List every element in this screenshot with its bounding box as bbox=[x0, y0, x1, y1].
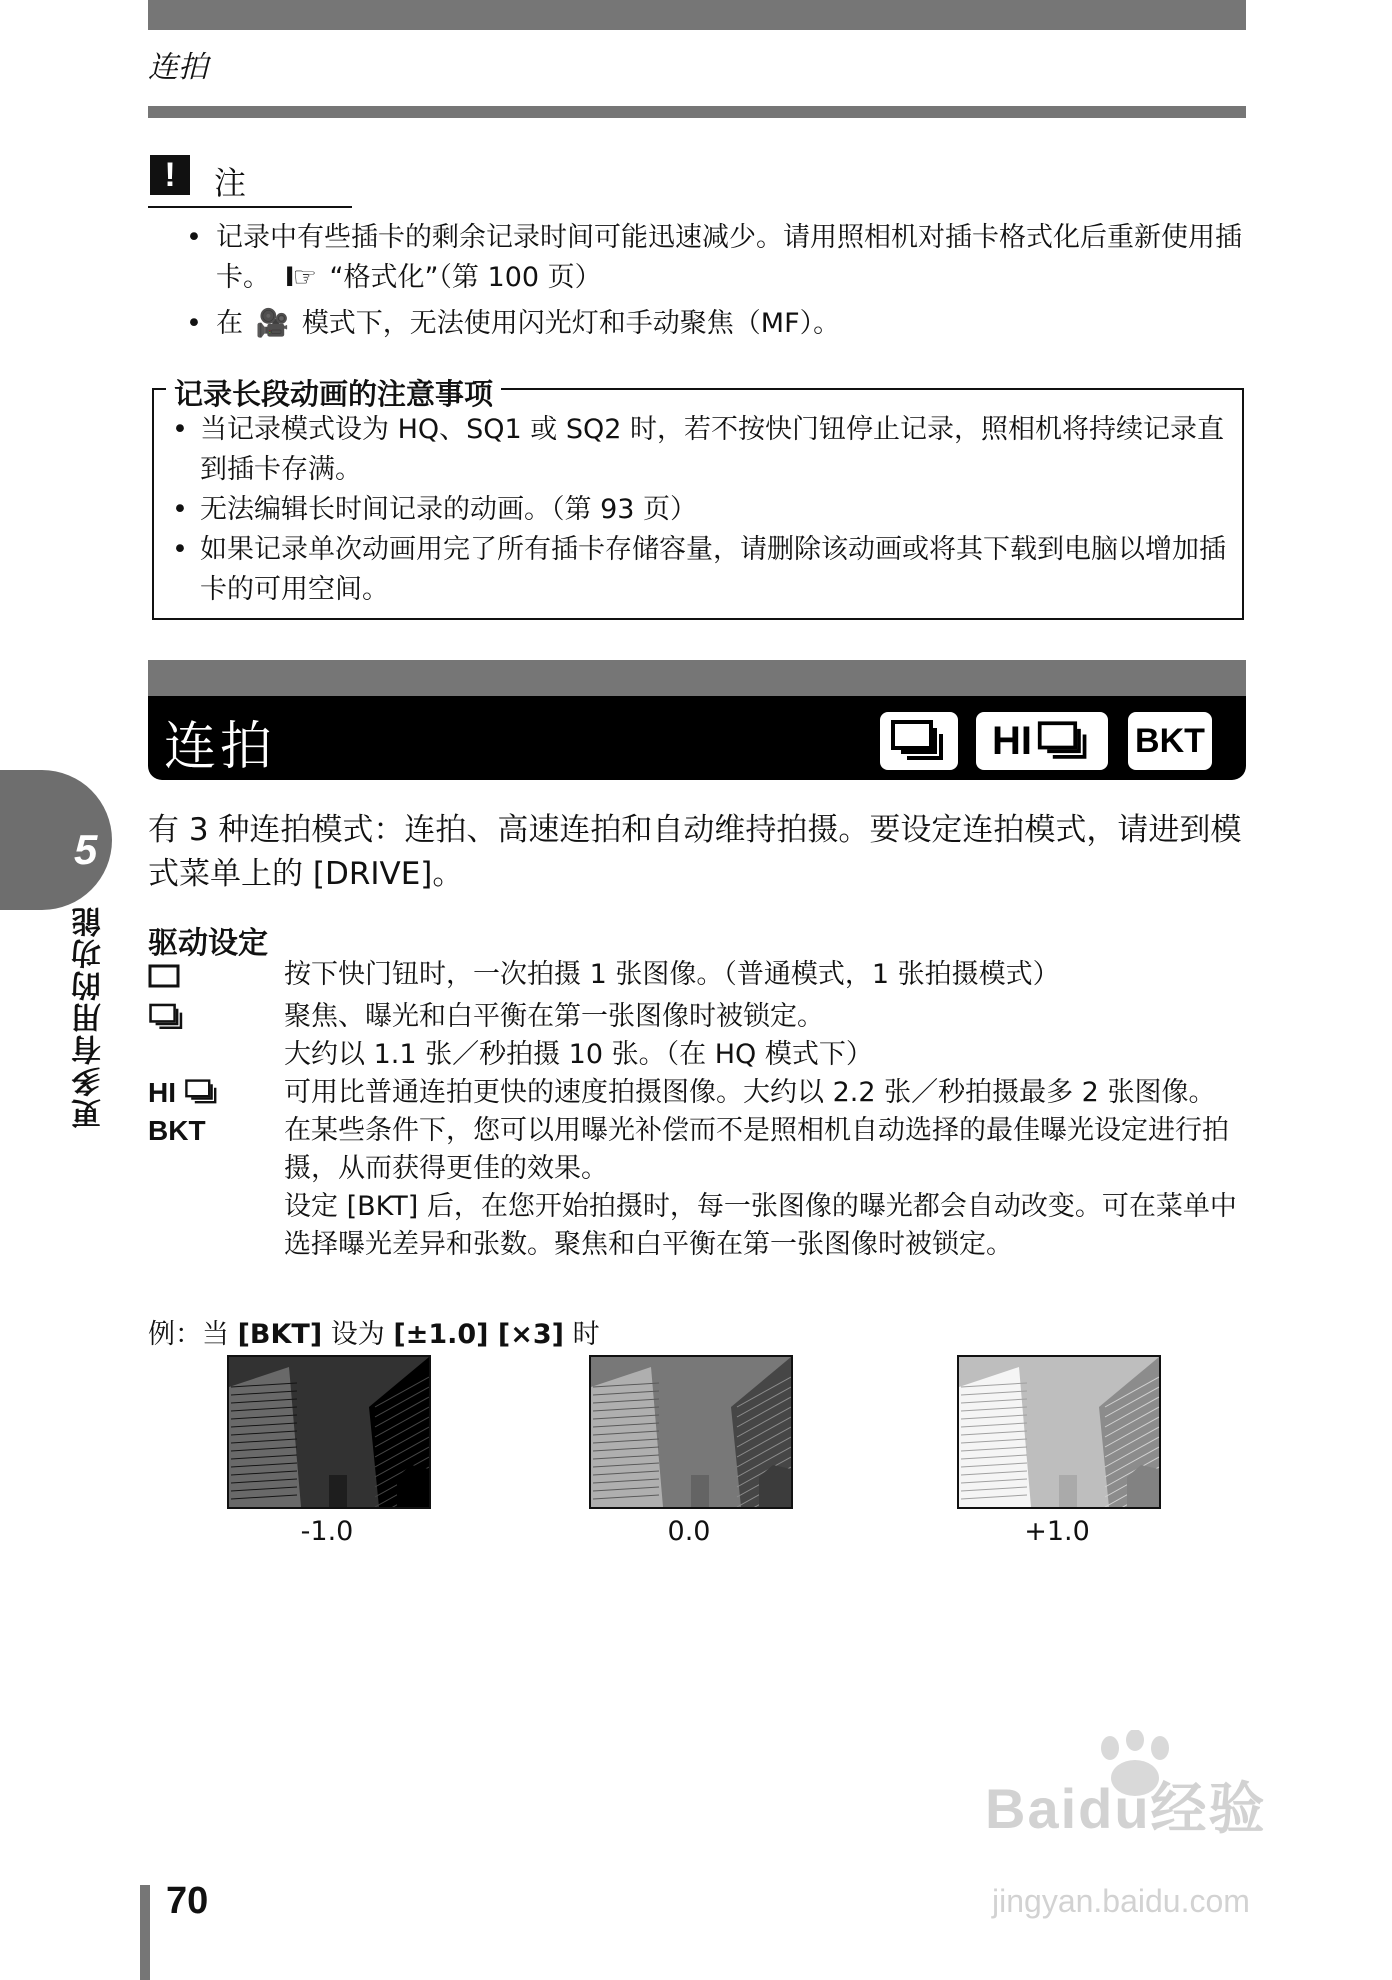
drive-key bbox=[148, 1074, 284, 1112]
note-item bbox=[186, 304, 1252, 344]
example-bkt: [BKT] bbox=[237, 1319, 323, 1350]
drive-desc bbox=[284, 1074, 1248, 1112]
sequential-icon bbox=[184, 1078, 220, 1106]
drive-key bbox=[148, 956, 284, 998]
drive-row bbox=[148, 1074, 1248, 1112]
photo-caption: -1.0 bbox=[300, 1516, 354, 1547]
caution-title: 记录长段动画的注意事项 bbox=[166, 372, 501, 413]
header-title: 连拍 bbox=[148, 50, 208, 85]
note-text: 记录中有些插卡的剩余记录时间可能迅速减少。请用照相机对插卡格式化后重新使用插卡。 bbox=[216, 222, 1242, 293]
drive-line: 聚焦、曝光和白平衡在第一张图像时被锁定。 bbox=[284, 1001, 824, 1032]
drive-line: 设定 [BKT] 后，在您开始拍摄时，每一张图像的曝光都会自动改变。可在菜单中选择曝光差异和张数。聚焦和白平衡在第一张图像时被锁定。 bbox=[284, 1191, 1237, 1260]
section-header-bar bbox=[148, 660, 1246, 696]
drive-key: BKT bbox=[148, 1115, 206, 1146]
note-list bbox=[186, 218, 1252, 350]
photo-caption: 0.0 bbox=[667, 1516, 711, 1547]
drive-desc bbox=[284, 956, 1248, 998]
high-speed-sequential-icon bbox=[976, 712, 1108, 770]
drive-row bbox=[148, 1112, 1248, 1264]
drive-line: 可用比普通连拍更快的速度拍摄图像。大约以 2.2 张／秒拍摄最多 2 张图像。 bbox=[284, 1077, 1216, 1108]
note-label: 注 bbox=[214, 164, 247, 202]
photo-scene bbox=[959, 1357, 1159, 1507]
sequential-icon bbox=[148, 1002, 186, 1032]
sequential-shooting-icon bbox=[880, 712, 958, 770]
caution-icon: ! bbox=[150, 155, 190, 195]
example-values: [±1.0] [×3] bbox=[393, 1319, 565, 1350]
hi-label: HI bbox=[992, 718, 1032, 763]
watermark-brand: Baidu经验 bbox=[985, 1777, 1267, 1840]
section-title: 连拍 bbox=[164, 717, 277, 777]
drive-key bbox=[148, 998, 284, 1074]
drive-line: 大约以 1.1 张／秒拍摄 10 张。（在 HQ 模式下） bbox=[284, 1039, 873, 1070]
drive-heading: 驱动设定 bbox=[148, 926, 268, 961]
bracket-photo-minus bbox=[227, 1355, 431, 1509]
example-middle: 设为 bbox=[330, 1319, 385, 1350]
drive-line: 在某些条件下，您可以用曝光补偿而不是照相机自动选择的最佳曝光设定进行拍摄，从而获得更佳的效果。 bbox=[284, 1115, 1229, 1184]
drive-row bbox=[148, 998, 1248, 1074]
chapter-number: 5 bbox=[74, 826, 98, 873]
note-item bbox=[186, 218, 1252, 298]
note-text-before: 在 bbox=[216, 308, 243, 339]
bracket-photo-zero bbox=[589, 1355, 793, 1509]
example-prefix: 例：当 bbox=[148, 1319, 229, 1350]
chapter-label: 更多有用的功能 bbox=[72, 905, 107, 1129]
drive-table bbox=[148, 956, 1248, 1264]
drive-row bbox=[148, 956, 1248, 998]
page-reference-icon: I☞ bbox=[284, 262, 315, 293]
drive-desc bbox=[284, 1112, 1248, 1264]
page-number: 70 bbox=[166, 1880, 209, 1922]
caution-item: • 无法编辑长时间记录的动画。（第 93 页） bbox=[172, 490, 1232, 530]
example-suffix: 时 bbox=[572, 1319, 600, 1350]
bracket-photo-plus bbox=[957, 1355, 1161, 1509]
bracketing-badge: BKT bbox=[1128, 712, 1212, 770]
photo-caption: +1.0 bbox=[1024, 1516, 1090, 1547]
caution-list bbox=[172, 410, 1232, 610]
example-line bbox=[148, 1312, 600, 1351]
caution-item: • 如果记录单次动画用完了所有插卡存储容量，请删除该动画或将其下载到电脑以增加插卡的可用空间。 bbox=[172, 530, 1232, 610]
photo-scene bbox=[591, 1357, 791, 1507]
page-bar bbox=[140, 1885, 150, 1980]
intro-paragraph: 有 3 种连拍模式：连拍、高速连拍和自动维持拍摄。要设定连拍模式，请进到模式菜单上的 [DRIVE]。 bbox=[148, 812, 1242, 892]
caution-item: • 当记录模式设为 HQ、SQ1 或 SQ2 时，若不按快门钮停止记录，照相机将持续记录直到插卡存满。 bbox=[172, 410, 1232, 490]
header-bar bbox=[148, 0, 1246, 30]
drive-line: 按下快门钮时，一次拍摄 1 张图像。（普通模式，1 张拍摄模式） bbox=[284, 959, 1060, 990]
movie-mode-icon: 🎥 bbox=[255, 308, 290, 339]
note-underline bbox=[148, 206, 352, 208]
photo-scene bbox=[229, 1357, 429, 1507]
drive-key-label: HI bbox=[148, 1077, 176, 1108]
note-text-after: 模式下，无法使用闪光灯和手动聚焦（MF）。 bbox=[301, 308, 841, 339]
single-frame-icon bbox=[148, 964, 182, 988]
note-reference: “格式化”（第 100 页） bbox=[329, 262, 602, 293]
drive-desc bbox=[284, 998, 1248, 1074]
header-rule bbox=[148, 106, 1246, 118]
watermark-url: jingyan.baidu.com bbox=[992, 1883, 1250, 1919]
